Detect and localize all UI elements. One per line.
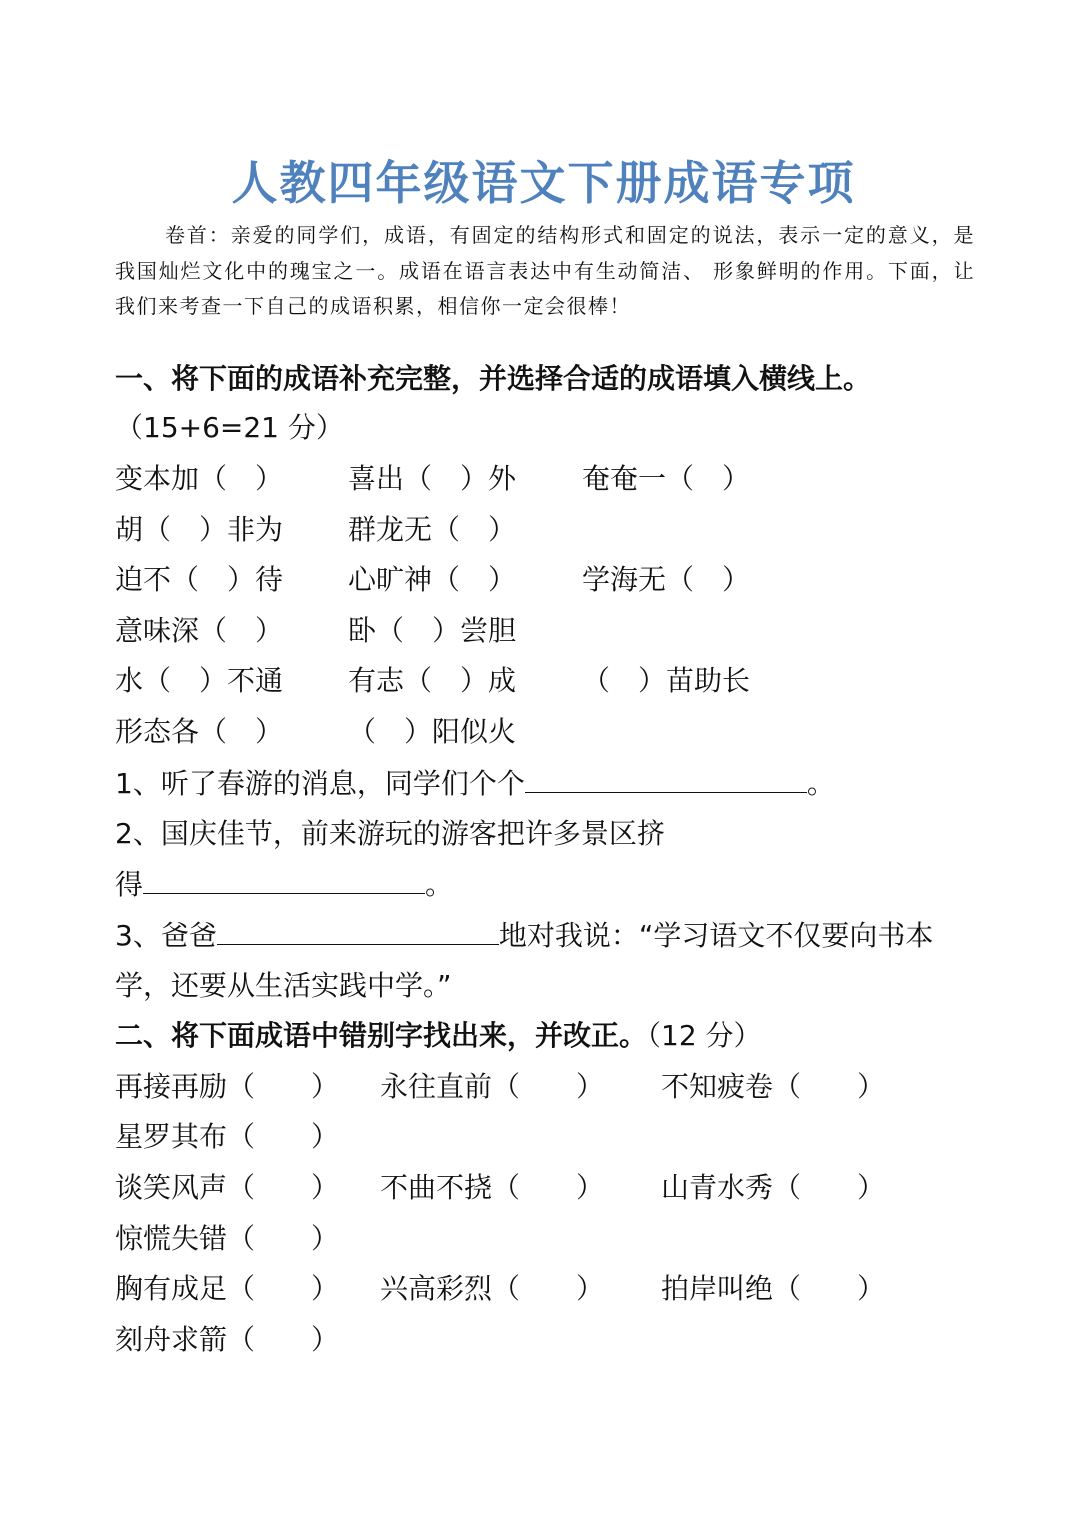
correction-item: 山青水秀（ ） (661, 1171, 886, 1204)
idiom-fill-item: 变本加（ ） (115, 462, 284, 495)
correction-item: 刻舟求箭（ ） (115, 1323, 340, 1356)
idiom-fill-item: 喜出（ ）外 (348, 462, 517, 495)
idiom-fill-item: 胡（ ）非为 (115, 513, 284, 546)
section2-heading: 二、将下面成语中错别字找出来，并改正。 (115, 1019, 648, 1052)
idiom-fill-item: 心旷神（ ） (348, 563, 517, 596)
intro-paragraph: 卷首：亲爱的同学们，成语，有固定的结构形式和固定的说法，表示一定的意义，是我国灿烂文化中的瑰宝之一。成语在语言表达中有生动简洁、 形象鲜明的作用。下面，让我们来考查一下自己的成语积累，相信你一定会很棒！ (115, 223, 975, 318)
section2-heading-row (115, 1015, 762, 1057)
idiom-fill-item: 形态各（ ） (115, 715, 284, 748)
idiom-row (115, 610, 975, 652)
idiom-fill-item: 迫不（ ）待 (115, 563, 284, 596)
correction-item: 谈笑风声（ ） (115, 1171, 340, 1204)
question-3-line2: 学，还要从生活实践中学。” (115, 969, 452, 1002)
idiom-row (115, 509, 975, 551)
correction-item: 不曲不挠（ ） (380, 1171, 605, 1204)
correction-item: 惊慌失错（ ） (115, 1222, 340, 1255)
idiom-row (115, 458, 975, 500)
question-3-line1 (115, 914, 933, 957)
answer-blank[interactable] (143, 863, 425, 894)
correction-row (115, 1066, 975, 1108)
correction-row (115, 1268, 975, 1310)
question-1 (115, 762, 835, 805)
idiom-fill-item: 水（ ）不通 (115, 664, 284, 697)
idiom-fill-item: 意味深（ ） (115, 614, 284, 647)
section1-heading: 一、将下面的成语补充完整，并选择合适的成语填入横线上。 (115, 362, 872, 395)
question-2-text: 得 (115, 868, 144, 901)
idiom-fill-item: 群龙无（ ） (348, 513, 517, 546)
question-2-end: 。 (425, 868, 454, 901)
idiom-fill-item: （ ）苗助长 (582, 664, 751, 697)
idiom-row (115, 711, 975, 753)
section2-score: （12 分） (647, 1019, 762, 1052)
correction-item: 胸有成足（ ） (115, 1272, 340, 1305)
idiom-row (115, 559, 975, 601)
question-1-end: 。 (806, 767, 835, 800)
question-2-line2 (115, 863, 453, 906)
correction-item: 再接再励（ ） (115, 1070, 340, 1103)
question-2-line1: 2、国庆佳节，前来游玩的游客把许多景区挤 (115, 817, 665, 850)
correction-item: 星罗其布（ ） (115, 1120, 340, 1153)
correction-item: 兴高彩烈（ ） (380, 1272, 605, 1305)
correction-row (115, 1319, 975, 1361)
question-3-text: 3、爸爸 (115, 919, 217, 952)
correction-row (115, 1116, 975, 1158)
idiom-fill-item: （ ）阳似火 (348, 715, 517, 748)
correction-item: 拍岸叫绝（ ） (661, 1272, 886, 1305)
idiom-fill-item: 有志（ ）成 (348, 664, 517, 697)
idiom-fill-item: 学海无（ ） (582, 563, 751, 596)
correction-item: 永往直前（ ） (380, 1070, 605, 1103)
correction-item: 不知疲卷（ ） (661, 1070, 886, 1103)
idiom-row (115, 660, 975, 702)
section1-score: （15+6=21 分） (115, 411, 344, 444)
idiom-fill-item: 奄奄一（ ） (582, 462, 751, 495)
correction-row (115, 1167, 975, 1209)
question-3-rest: 地对我说：“学习语文不仅要向书本 (498, 919, 934, 952)
page-title: 人教四年级语文下册成语专项 (231, 156, 856, 210)
correction-row (115, 1218, 975, 1260)
idiom-fill-item: 卧（ ）尝胆 (348, 614, 517, 647)
answer-blank[interactable] (525, 762, 807, 793)
answer-blank[interactable] (217, 914, 499, 945)
question-1-text: 1、听了春游的消息，同学们个个 (115, 767, 525, 800)
